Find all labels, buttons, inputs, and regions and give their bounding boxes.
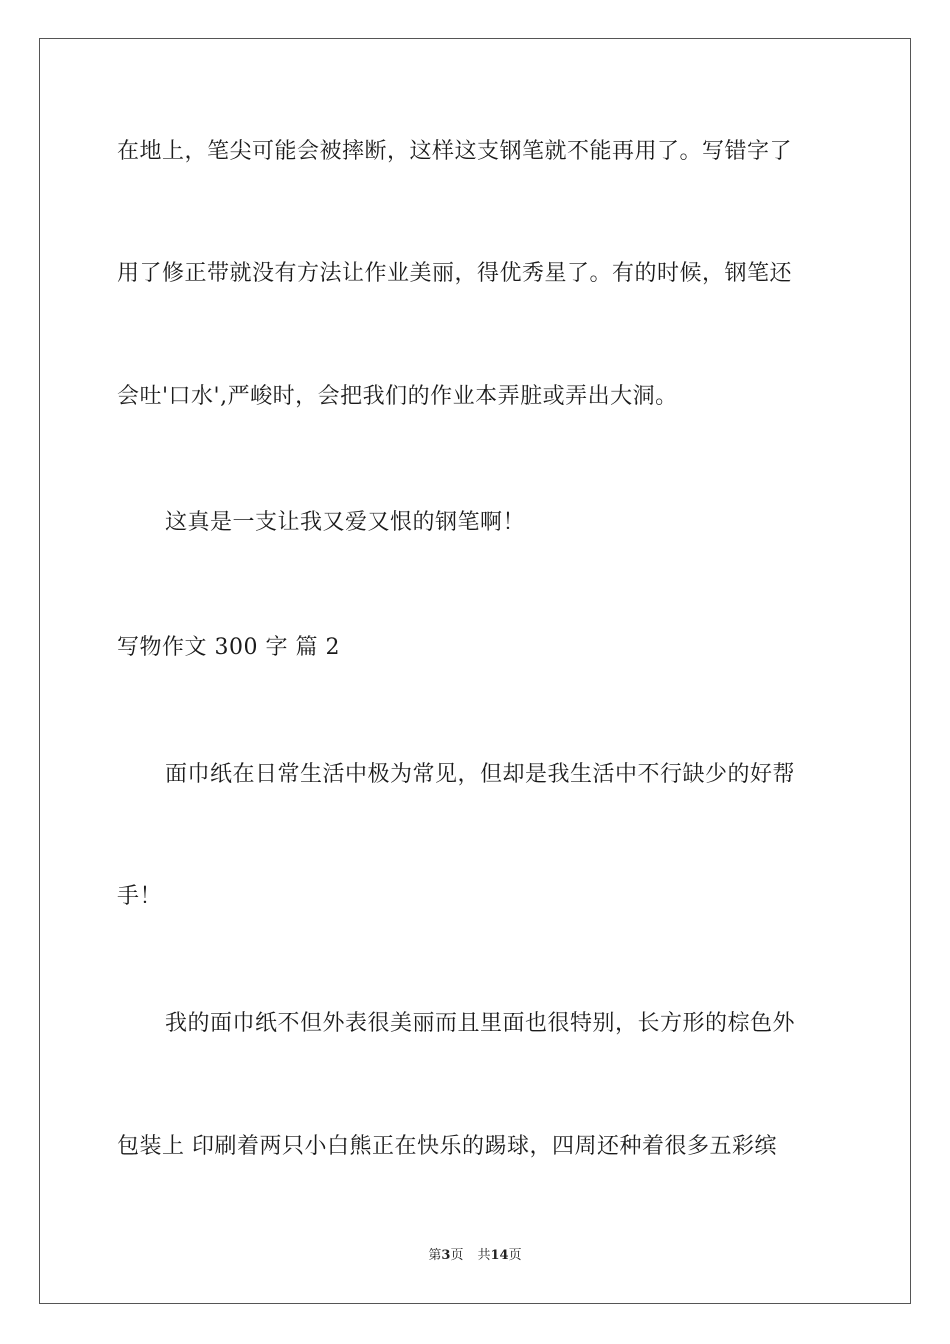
footer-page-prefix: 第 xyxy=(428,1248,442,1263)
text-line-3: 会吐'口水',严峻时，会把我们的作业本弄脏或弄出大洞。 xyxy=(117,384,678,409)
page-frame xyxy=(39,38,911,1304)
footer-total-prefix: 共 xyxy=(477,1248,491,1263)
text-line-6: 面巾纸在日常生活中极为常见，但却是我生活中不行缺少的好帮 xyxy=(165,762,796,787)
text-line-1: 在地上，笔尖可能会被摔断，这样这支钢笔就不能再用了。写错字了 xyxy=(117,139,793,164)
text-line-4: 这真是一支让我又爱又恨的钢笔啊！ xyxy=(165,510,526,535)
text-line-7: 手！ xyxy=(117,884,163,909)
text-line-2: 用了修正带就没有方法让作业美丽，得优秀星了。有的时候，钢笔还 xyxy=(117,261,793,286)
page-footer xyxy=(0,1247,950,1265)
footer-total-pages: 14 xyxy=(490,1248,509,1263)
footer-total-suffix: 页 xyxy=(508,1248,522,1263)
section-heading: 写物作文 300 字 篇 2 xyxy=(117,635,340,660)
text-line-8: 我的面巾纸不但外表很美丽而且里面也很特别，长方形的棕色外 xyxy=(165,1011,796,1036)
footer-page-number: 3 xyxy=(441,1248,451,1263)
footer-page-suffix: 页 xyxy=(450,1248,464,1263)
text-line-9: 包装上 印刷着两只小白熊正在快乐的踢球，四周还种着很多五彩缤 xyxy=(117,1134,777,1159)
